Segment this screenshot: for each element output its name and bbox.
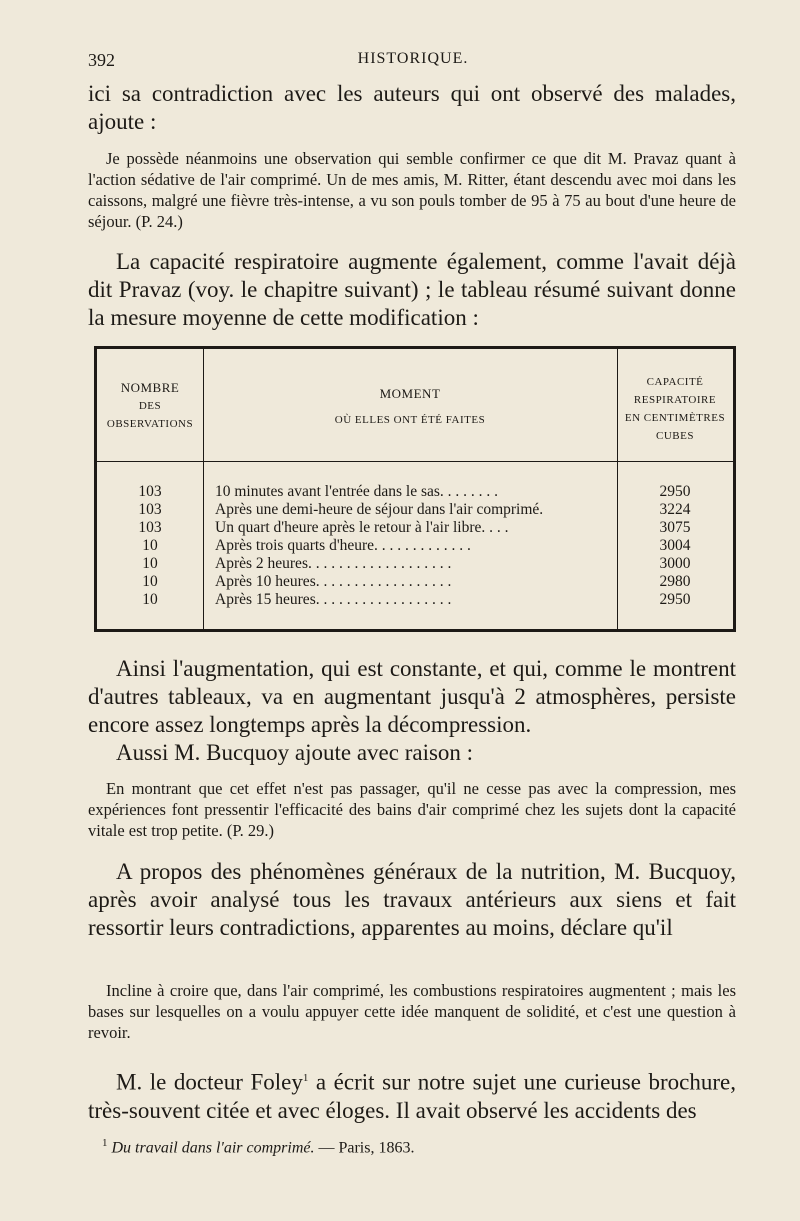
table-row: 10 Après 10 heures. . . . . . . . . . . . . . . . . . 2980 <box>142 573 691 590</box>
table-row: 10 Après 2 heures. . . . . . . . . . . . . . . . . . . 3000 <box>142 555 691 572</box>
respiratory-capacity-table <box>94 346 736 632</box>
footnote-reference: 1 <box>302 1072 309 1084</box>
col-header-capacity: CAPACITÉ RESPIRATOIRE EN CENTIMÈTRES CUBES <box>624 376 726 442</box>
paragraph-intro: ici sa contradiction avec les auteurs qui ont observé des malades, ajoute : <box>88 81 736 134</box>
paragraph-bucquoy: Aussi M. Bucquoy ajoute avec raison : <box>116 740 474 765</box>
running-title: HISTORIQUE. <box>357 50 469 67</box>
paragraph-foley: M. le docteur Foley$^1$ a écrit sur notre sujet une curieuse brochure, très-souvent citée et avec éloges. Il avait observé les accidents des <box>88 1069 737 1123</box>
paragraph-nutrition: A propos des phénomènes généraux de la nutrition, M. Bucquoy, après avoir analysé tous les travaux antérieurs aux siens et fait ressortir leurs contradictions, apparentes au moins, déclare qu'il <box>88 859 736 940</box>
quote-observation: Je possède néanmoins une observation qui semble confirmer ce que dit M. Pravaz quant à l'action sédative de l'air comprimé. Un de mes amis, M. Ritter, étant descendu avec moi dans les caissons, malgré une fièvre très-intense, a vu son pouls tomber de 95 à 75 au bout d'une heure de séjour. (P. 24.) <box>88 149 736 231</box>
quote-combustions: Incline à croire que, dans l'air comprimé, les combustions respiratoires augmentent ; mais les bases sur lesquelles on a voulu appuyer cette idée manquent de solidité, et c'est une question à revoir. <box>88 981 736 1042</box>
table-row: 103 10 minutes avant l'entrée dans le sas. . . . . . . . 2950 <box>138 483 691 500</box>
footnote: $^1$ Du travail dans l'air comprimé. — Paris, 1863. <box>102 1137 415 1157</box>
table-row: 10 Après trois quarts d'heure. . . . . . . . . . . . . 3004 <box>142 537 691 554</box>
page-number: 392 <box>88 50 115 70</box>
table-row: 10 Après 15 heures. . . . . . . . . . . . . . . . . . 2950 <box>142 591 691 608</box>
table-row: 103 Un quart d'heure après le retour à l'air libre. . . . 3075 <box>138 519 691 536</box>
col-header-number: NOMBRE DES OBSERVATIONS <box>106 380 194 430</box>
table-row: 103 Après une demi-heure de séjour dans l'air comprimé. 3224 <box>138 501 691 518</box>
table-header-rule <box>97 461 733 462</box>
col-header-moment: MOMENT OÙ ELLES ONT ÉTÉ FAITES <box>334 386 486 426</box>
quote-bucquoy: En montrant que cet effet n'est pas passager, qu'il ne cesse pas avec la compression, mes expériences font pressentir l'efficacité des bains d'air comprimé chez les sujets dont la capacité vitale est trop petite. (P. 29.) <box>88 779 736 840</box>
paragraph-augmentation: Ainsi l'augmentation, qui est constante, et qui, comme le montrent d'autres tableaux, va en augmentant jusqu'à 2 atmosphères, persiste encore assez longtemps après la décompression. <box>88 656 736 737</box>
paragraph-capacity: La capacité respiratoire augmente également, comme l'avait déjà dit Pravaz (voy. le chapitre suivant) ; le tableau résumé suivant donne la mesure moyenne de cette modification : <box>88 249 736 330</box>
page-header <box>88 50 738 72</box>
